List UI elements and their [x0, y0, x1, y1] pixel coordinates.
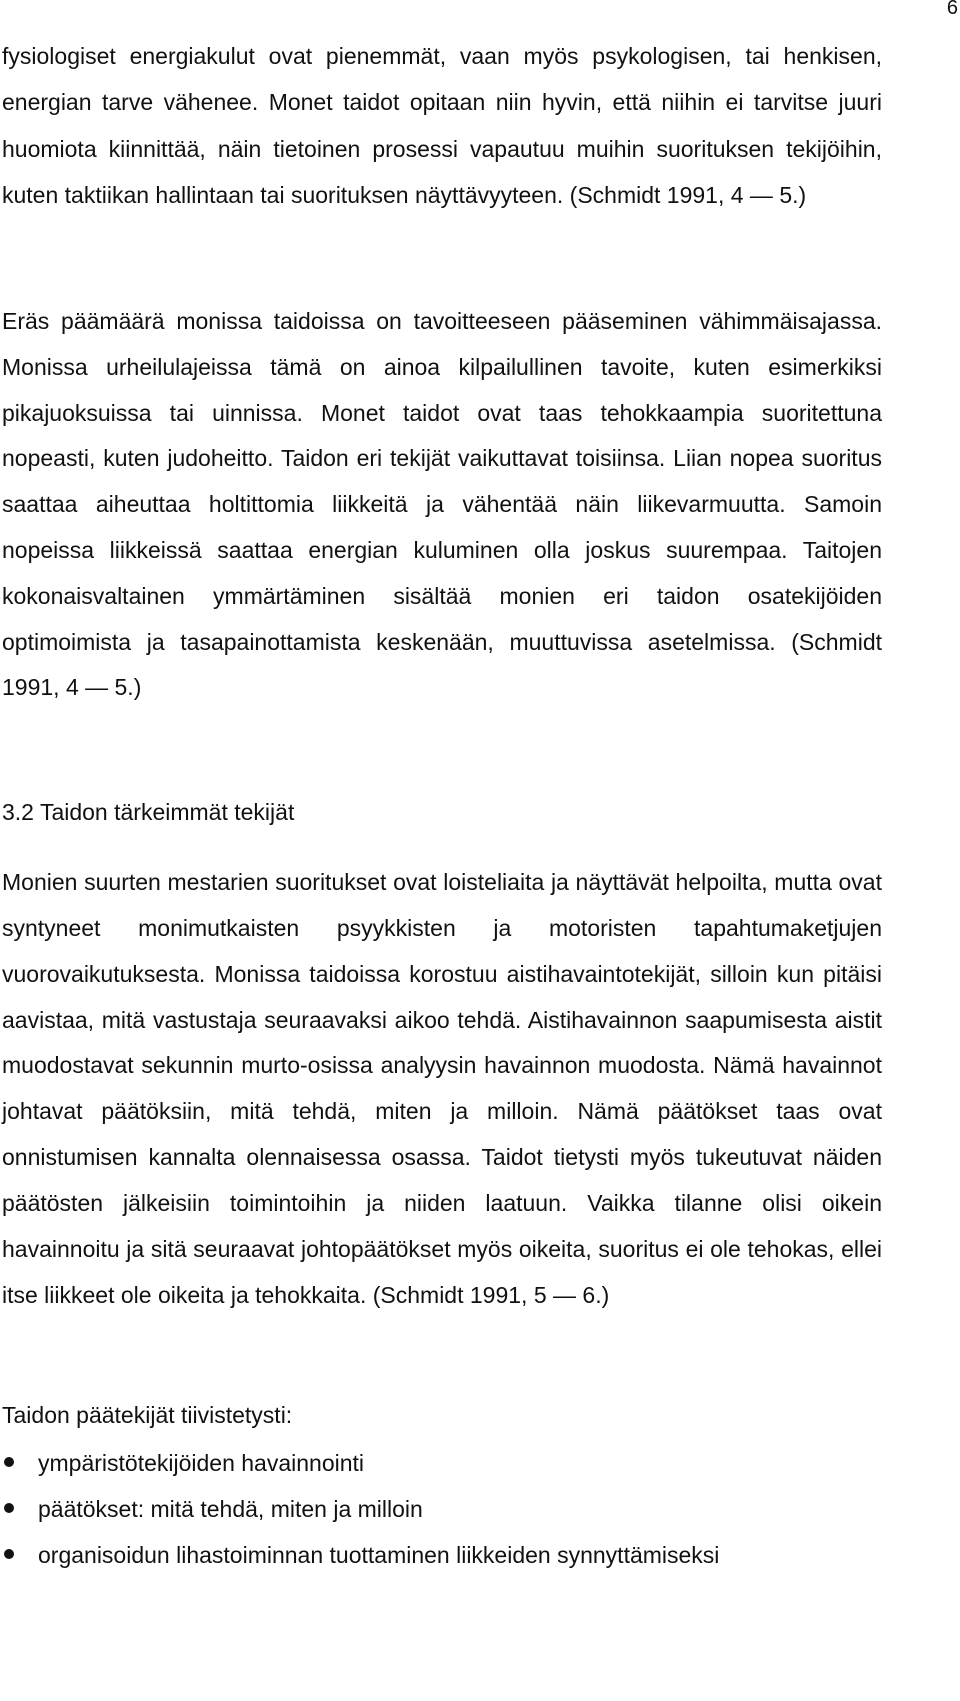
list-item-text: organisoidun lihastoiminnan tuottaminen liikkeiden synnyttämiseksi [38, 1542, 720, 1568]
list-item [0, 1486, 900, 1532]
list-item-text: päätökset: mitä tehdä, miten ja milloin [38, 1496, 423, 1522]
list-lead-text: Taidon päätekijät tiivistetysti: [2, 1402, 293, 1428]
list-item-text: ympäristötekijöiden havainnointi [38, 1450, 365, 1476]
bullet-icon [4, 1549, 14, 1559]
section-heading: 3.2 Taidon tärkeimmät tekijät [2, 799, 295, 825]
page-number: 6 [946, 0, 958, 19]
paragraph-energy-costs: fysiologiset energiakulut ovat pienemmät, vaan myös psykologisen, tai henkisen, energian tarve vähenee. Monet taidot opitaan niin hyvin, että niihin ei tarvitse juuri huomiota kiinnittää, näin tietoinen prosessi vapautuu muihin suorituksen tekijöihin, kuten taktiikan hallintaan tai suorituksen näyttävyyteen. (Schmidt 1991, 4 — 5.) [2, 43, 882, 208]
paragraph-skill-factors: Monien suurten mestarien suoritukset ovat loisteliaita ja näyttävät helpoilta, mutta ovat syntyneet monimutkaisten psyykkisten ja motoristen tapahtumaketjujen vuorovaikutuksesta. Monissa taidoissa korostuu aistihavaintotekijät, silloin kun pitäisi aavistaa, mitä vastustaja seuraavaksi aikoo tehdä. Aistihavainnon saapumisesta aistit muodostavat sekunnin murto-osissa analyysin havainnon muodosta. Nämä havainnot johtavat päätöksiin, mitä tehdä, miten ja milloin. Nämä päätökset taas ovat onnistumisen kannalta olennaisessa osassa. Taidot tietysti myös tukeutuvat näiden päätösten jälkeisiin toimintoihin ja niiden laatuun. Vaikka tilanne olisi oikein havainnoitu ja sitä seuraavat johtopäätökset myös oikeita, suoritus ei ole tehokas, ellei itse liikkeet ole oikeita ja tehokkaita. (Schmidt 1991, 5 — 6.) [2, 869, 882, 1308]
bullet-icon [4, 1457, 14, 1467]
list-item [0, 1440, 900, 1486]
list-item [0, 1532, 900, 1578]
bullet-icon [4, 1503, 14, 1513]
paragraph-minimum-time: Eräs päämäärä monissa taidoissa on tavoitteeseen pääseminen vähimmäisajassa. Monissa urheilulajeissa tämä on ainoa kilpailullinen tavoite, kuten esimerkiksi pikajuoksuissa tai uinnissa. Monet taidot ovat taas tehokkaampia suoritettuna nopeasti, kuten judoheitto. Taidon eri tekijät vaikuttavat toisiinsa. Liian nopea suoritus saattaa aiheuttaa holtittomia liikkeitä ja vähentää näin liikevarmuutta. Samoin nopeissa liikkeissä saattaa energian kuluminen olla joskus suurempaa. Taitojen kokonaisvaltainen ymmärtäminen sisältää monien eri taidon osatekijöiden optimoimista ja tasapainottamista keskenään, muuttuvissa asetelmissa. (Schmidt 1991, 4 — 5.) [2, 308, 882, 701]
bullet-list [0, 1440, 900, 1578]
